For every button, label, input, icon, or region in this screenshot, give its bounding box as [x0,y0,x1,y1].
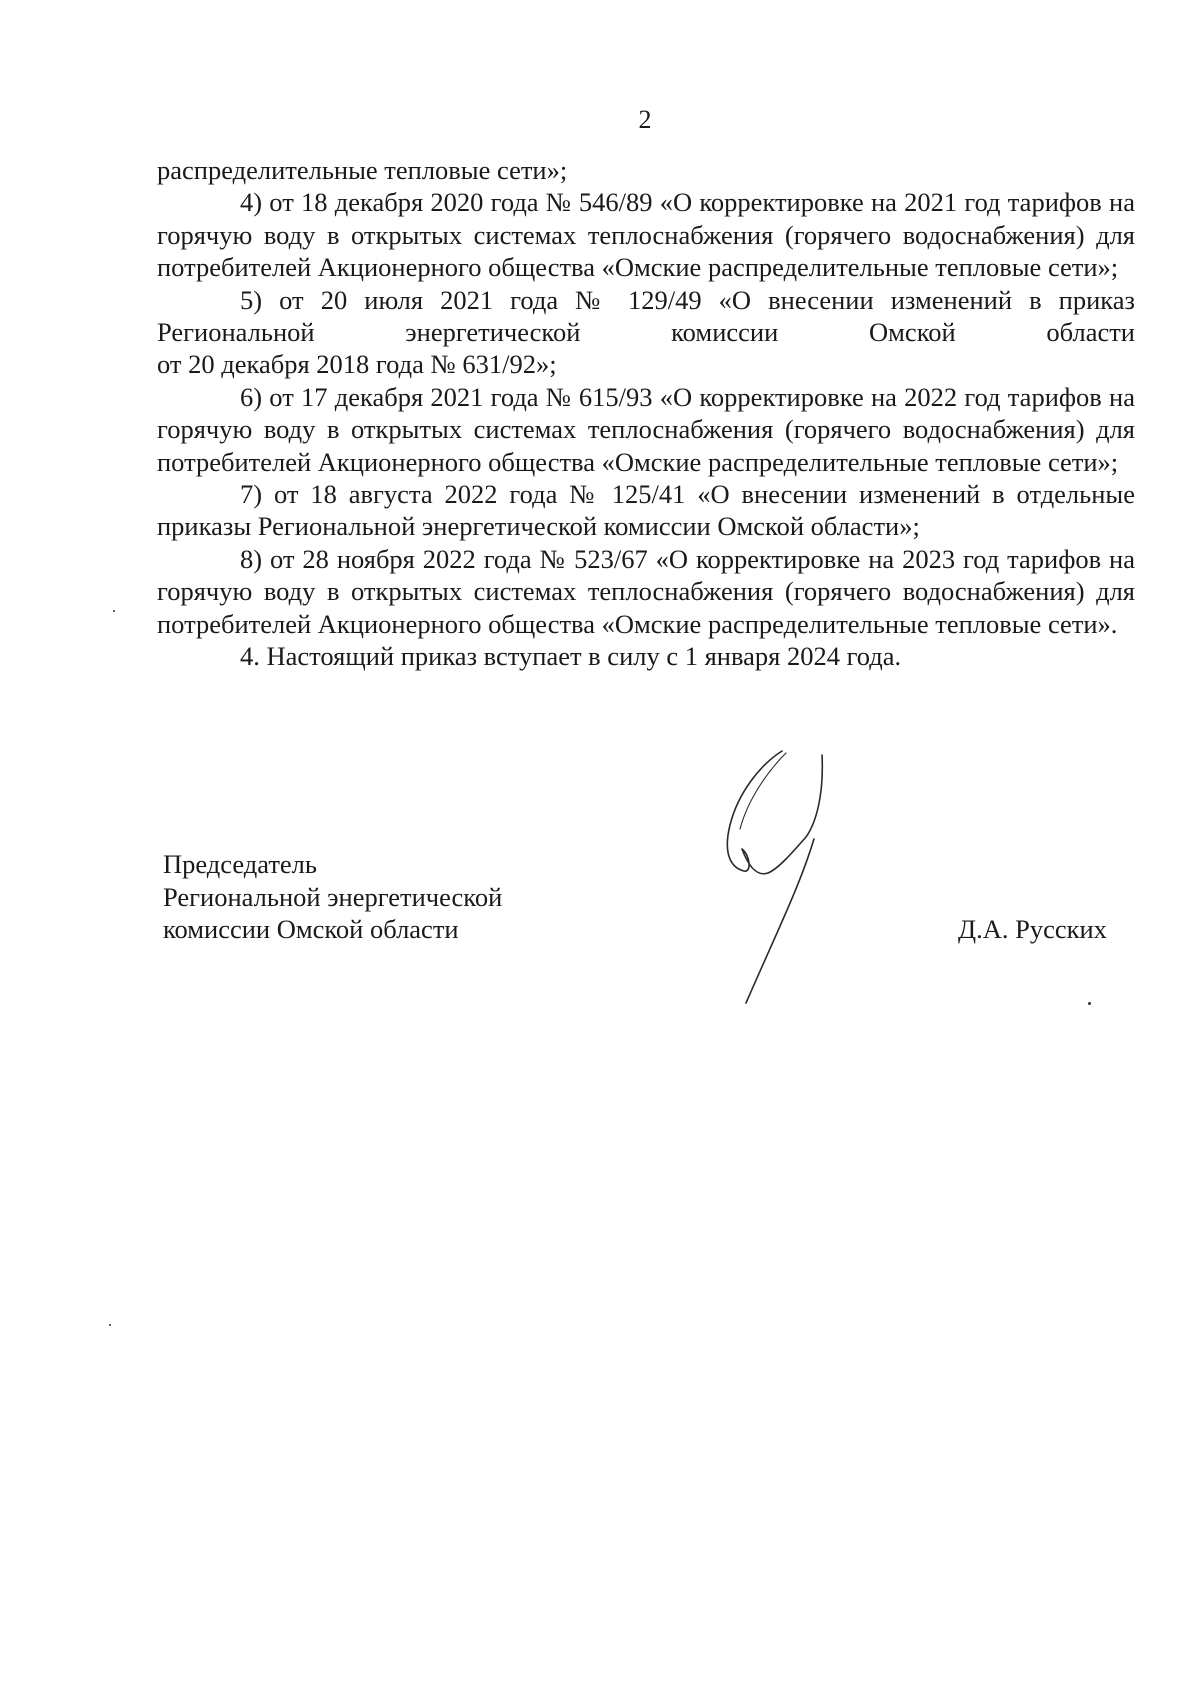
list-item-8: 8) от 28 ноября 2022 года № 523/67 «О корректировке на 2023 год тарифов на горячую воду в открытых системах теплоснабжения (горячего водоснабжения) для потребителей Акционерного общества «Омские распределительные тепловые сети». [157,543,1135,639]
position-line-1: Председатель [163,849,317,879]
list-item-4: 4) от 18 декабря 2020 года № 546/89 «О корректировке на 2021 год тарифов на горячую воду в открытых системах теплоснабжения (горячего водоснабжения) для потребителей Акционерного общества «Омские распределительные тепловые сети»; [157,187,1135,283]
paragraph-continuation: распределительные тепловые сети»; [157,155,568,185]
signatory-name: Д.А. Русских [958,914,1107,944]
document-body [157,154,1135,673]
signatory-position [163,848,502,946]
list-item-6: 6) от 17 декабря 2021 года № 615/93 «О корректировке на 2022 год тарифов на горячую воду в открытых системах теплоснабжения (горячего водоснабжения) для потребителей Акционерного общества «Омские распределительные тепловые сети»; [157,381,1135,477]
position-line-3: комиссии Омской области [163,914,459,944]
scan-speck [1088,1002,1091,1005]
list-item-5-line-2: Региональной энергетической комиссии Омской области [157,317,1135,348]
clause-4: 4. Настоящий приказ вступает в силу с 1 января 2024 года. [240,641,902,672]
list-item-5 [157,284,1135,381]
scan-speck [109,1324,111,1326]
position-line-2: Региональной энергетической [163,881,503,912]
page-number: 2 [638,105,652,134]
list-item-5-line-1: 5) от 20 июля 2021 года № 129/49 «О внесении изменений в приказ [240,284,1135,315]
handwritten-signature [720,745,890,1015]
list-item-5-line-3: от 20 декабря 2018 года № 631/92»; [157,349,557,380]
list-item-7: 7) от 18 августа 2022 года № 125/41 «О внесении изменений в отдельные приказы Региональной энергетической комиссии Омской области»; [157,479,1135,542]
scan-speck [113,610,115,612]
